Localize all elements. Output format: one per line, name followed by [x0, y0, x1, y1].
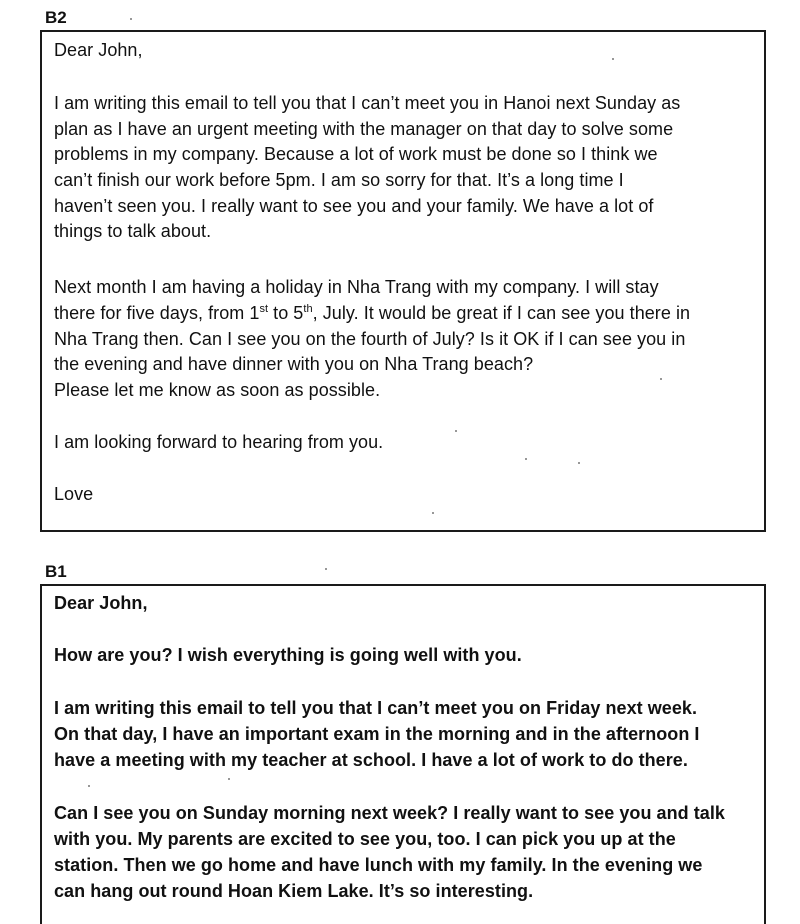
text-segment: , July. It would be great if I can see you there in	[312, 303, 691, 323]
paragraph-line: Please let me know as soon as possible.	[54, 380, 381, 400]
scan-speck	[325, 568, 327, 570]
ordinal-suffix: th	[303, 303, 313, 315]
letter-box-b2	[40, 30, 766, 532]
paragraph-line: Nha Trang then. Can I see you on the fourth of July? Is it OK if I can see you in	[54, 329, 686, 349]
letter-greeting: Dear John,	[54, 593, 148, 613]
scan-speck	[455, 430, 457, 432]
letter-greeting: Dear John,	[54, 40, 143, 60]
letter-signoff: Love	[54, 484, 94, 504]
paragraph-line	[54, 301, 690, 327]
scan-speck	[130, 18, 132, 20]
paragraph-line: I am writing this email to tell you that I can’t meet you in Hanoi next Sunday as	[54, 93, 681, 113]
scan-speck	[578, 462, 580, 464]
paragraph-line: plan as I have an urgent meeting with the manager on that day to solve some	[54, 119, 674, 139]
text-segment: to 5	[268, 303, 304, 323]
paragraph-line: Can I see you on Sunday morning next week? I really want to see you and talk	[54, 803, 725, 823]
paragraph-line: Next month I am having a holiday in Nha Trang with my company. I will stay	[54, 277, 659, 297]
paragraph-line: On that day, I have an important exam in the morning and in the afternoon I	[54, 724, 700, 744]
paragraph-line: have a meeting with my teacher at school. I have a lot of work to do there.	[54, 750, 688, 770]
paragraph-line: the evening and have dinner with you on Nha Trang beach?	[54, 354, 534, 374]
paragraph-line: How are you? I wish everything is going well with you.	[54, 645, 522, 665]
text-segment: there for five days, from 1	[54, 303, 260, 323]
section-label-b1: B1	[45, 562, 67, 581]
paragraph-line: station. Then we go home and have lunch with my family. In the evening we	[54, 855, 703, 875]
ordinal-suffix: st	[259, 303, 269, 315]
paragraph-line: things to talk about.	[54, 221, 212, 241]
paragraph-line: I am writing this email to tell you that I can’t meet you on Friday next week.	[54, 698, 698, 718]
paragraph-line: with you. My parents are excited to see you, too. I can pick you up at the	[54, 829, 676, 849]
scan-speck	[660, 378, 662, 380]
paragraph-line: can hang out round Hoan Kiem Lake. It’s so interesting.	[54, 881, 534, 901]
letter-box-b1	[40, 584, 766, 924]
scan-speck	[432, 512, 434, 514]
scan-speck	[525, 458, 527, 460]
scan-speck	[88, 785, 90, 787]
section-label-b2: B2	[45, 8, 67, 27]
scan-speck	[228, 778, 230, 780]
paragraph-line: haven’t seen you. I really want to see you and your family. We have a lot of	[54, 196, 654, 216]
letter-closing: I am looking forward to hearing from you.	[54, 432, 384, 452]
scan-speck	[612, 58, 614, 60]
paragraph-line: can’t finish our work before 5pm. I am so sorry for that. It’s a long time I	[54, 170, 624, 190]
paragraph-line: problems in my company. Because a lot of work must be done so I think we	[54, 144, 658, 164]
